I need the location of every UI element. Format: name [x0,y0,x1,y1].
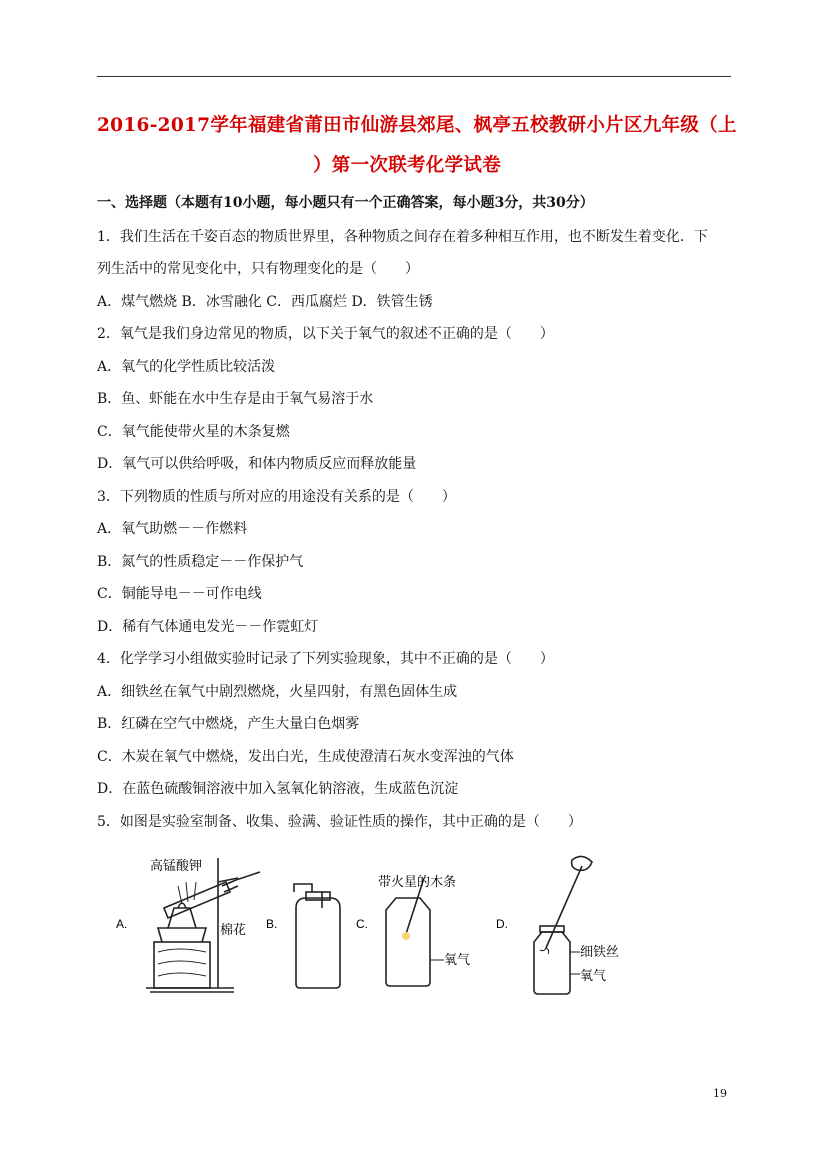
question-3-option-a: A．氧气助燃－－作燃料 [97,521,248,537]
page-number: 19 [713,1087,727,1100]
note-glowing-splint: 带火星的木条 [378,874,457,889]
question-1-line-2: 列生活中的常见变化中，只有物理变化的是（ ） [97,261,419,277]
question-3-option-d: D．稀有气体通电发光－－作霓虹灯 [97,619,319,635]
question-3-option-c: C．铜能导电－－可作电线 [97,586,262,602]
note-iron-wire: 细铁丝 [580,944,620,959]
note-cotton: 棉花 [220,922,247,937]
label-b: B. [266,917,278,931]
lab-apparatus-figure [110,848,630,998]
question-4-option-d: D．在蓝色硫酸铜溶液中加入氢氧化钠溶液，生成蓝色沉淀 [97,781,459,797]
question-2-stem: 2．氧气是我们身边常见的物质，以下关于氧气的叙述不正确的是（ ） [97,326,554,342]
page-title-line-1: 2016-2017学年福建省莆田市仙游县郊尾、枫亭五校教研小片区九年级（上 [97,115,737,136]
label-c: C. [356,917,368,931]
question-2-option-b: B．鱼、虾能在水中生存是由于氧气易溶于水 [97,391,374,407]
question-4-stem: 4．化学学习小组做实验时记录了下列实验现象，其中不正确的是（ ） [97,651,554,667]
question-4-option-c: C．木炭在氧气中燃烧，发出白光，生成使澄清石灰水变浑浊的气体 [97,749,514,765]
section-heading: 一、选择题（本题有10小题，每小题只有一个正确答案，每小题3分，共30分） [97,195,594,211]
question-2-option-d: D．氧气可以供给呼吸，和体内物质反应而释放能量 [97,456,417,472]
note-oxygen-d: 氧气 [580,968,607,983]
question-4-option-b: B．红磷在空气中燃烧，产生大量白色烟雾 [97,716,360,732]
question-2-option-a: A．氧气的化学性质比较活泼 [97,359,276,375]
label-d: D. [496,917,508,931]
note-potassium-permanganate: 高锰酸钾 [150,858,203,873]
apparatus-c [386,878,444,986]
question-4-option-a: A．细铁丝在氧气中剧烈燃烧，火星四射，有黑色固体生成 [97,684,458,700]
apparatus-b [294,884,340,988]
question-2-option-c: C．氧气能使带火星的木条复燃 [97,424,290,440]
question-1-line-1: 1．我们生活在千姿百态的物质世界里，各种物质之间存在着多种相互作用，也不断发生着变化．下 [97,229,708,245]
question-5-stem: 5．如图是实验室制备、收集、验满、验证性质的操作，其中正确的是（ ） [97,814,582,830]
question-3-option-b: B．氮气的性质稳定－－作保护气 [97,554,304,570]
note-oxygen-c: 氧气 [444,952,471,967]
header-rule [97,76,731,77]
page-title-line-2: ）第一次联考化学试卷 [313,155,502,176]
label-a: A. [116,917,128,931]
question-3-stem: 3．下列物质的性质与所对应的用途没有关系的是（ ） [97,489,456,505]
question-1-options: A．煤气燃烧 B．冰雪融化 C．西瓜腐烂 D．铁管生锈 [97,294,433,310]
